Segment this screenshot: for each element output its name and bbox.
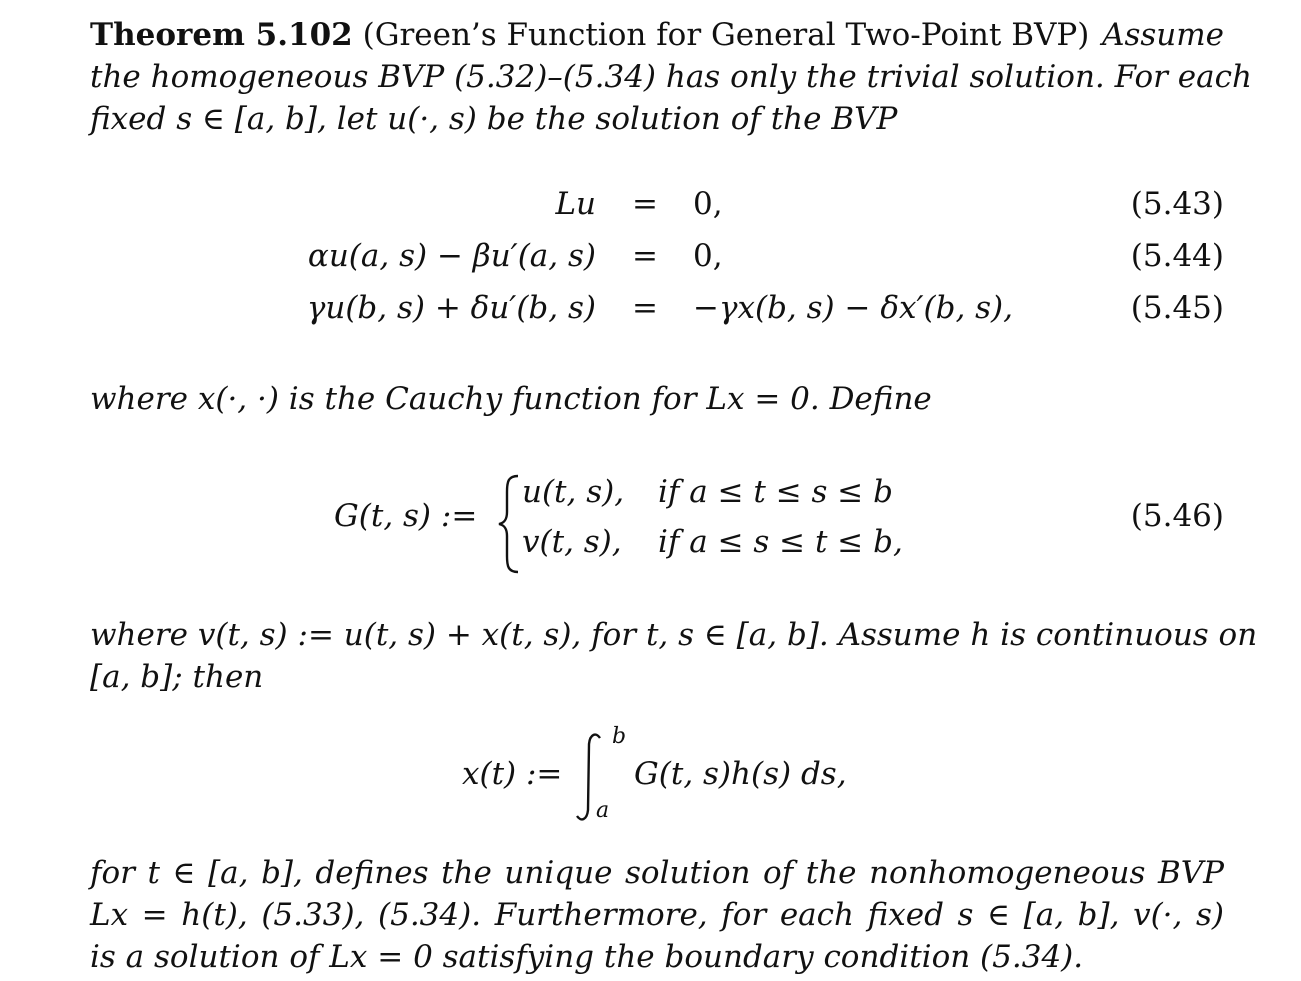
- equation-rhs: −γx(b, s) − δx′(b, s),: [693, 290, 1014, 326]
- case-value: u(t, s),: [522, 474, 625, 510]
- theorem-intro-1: Assume: [1102, 17, 1224, 53]
- theorem-title: (Green’s Function for General Two-Point BVP): [362, 17, 1090, 53]
- v-definition-paragraph: [90, 614, 1258, 698]
- theorem-intro: [90, 14, 1252, 140]
- theorem-line-1: [90, 14, 1224, 56]
- conclusion-line-2: Lx = h(t), (5.33), (5.34). Furthermore, for each fixed s ∈ [a, b], v(·, s): [90, 897, 1224, 933]
- equation-relation: =: [632, 238, 658, 274]
- cauchy-function-line: where x(·, ·) is the Cauchy function for Lx = 0. Define: [90, 381, 932, 417]
- green-function-lhs: G(t, s) :=: [334, 498, 478, 534]
- integrand: G(t, s)h(s) ds,: [634, 756, 847, 792]
- conclusion-line-3: is a solution of Lx = 0 satisfying the boundary condition (5.34).: [90, 939, 1084, 975]
- equation-rhs: 0,: [693, 186, 723, 222]
- v-definition-line-1: where v(t, s) := u(t, s) + x(t, s), for t, s ∈ [a, b]. Assume h is continuous on: [90, 617, 1258, 653]
- equation-number: (5.46): [1130, 498, 1224, 534]
- theorem-label: Theorem 5.102: [90, 17, 353, 53]
- solution-lhs: x(t) :=: [462, 756, 563, 792]
- integral-upper-limit: b: [612, 724, 627, 749]
- case-condition: if a ≤ s ≤ t ≤ b,: [658, 524, 903, 560]
- case-condition: if a ≤ t ≤ s ≤ b: [658, 474, 893, 510]
- solution-integral: [90, 726, 1224, 826]
- theorem-intro-3: fixed s ∈ [a, b], let u(·, s) be the solution of the BVP: [90, 101, 898, 137]
- equation-lhs: αu(a, s) − βu′(a, s): [307, 238, 596, 274]
- conclusion-line-1: for t ∈ [a, b], defines the unique solution of the nonhomogeneous BVP: [90, 855, 1224, 891]
- equation-lhs: Lu: [555, 186, 596, 222]
- theorem-intro-2: the homogeneous BVP (5.32)–(5.34) has only the trivial solution. For each: [90, 59, 1252, 95]
- equation-5-43: [90, 186, 1224, 236]
- theorem-page: [90, 0, 1258, 981]
- equation-rhs: 0,: [693, 238, 723, 274]
- equation-number: (5.45): [1130, 290, 1224, 326]
- case-value: v(t, s),: [522, 524, 622, 560]
- equation-5-45: [90, 290, 1224, 340]
- equation-5-44: [90, 238, 1224, 288]
- equation-number: (5.44): [1130, 238, 1224, 274]
- integral-lower-limit: a: [596, 798, 610, 823]
- v-definition-line-2: [a, b]; then: [90, 659, 264, 695]
- green-function-definition: [90, 466, 1224, 576]
- equation-relation: =: [632, 186, 658, 222]
- conclusion-paragraph: [90, 852, 1224, 978]
- equation-relation: =: [632, 290, 658, 326]
- equation-number: (5.43): [1130, 186, 1224, 222]
- equation-lhs: γu(b, s) + δu′(b, s): [306, 290, 596, 326]
- left-brace-icon: [496, 474, 522, 574]
